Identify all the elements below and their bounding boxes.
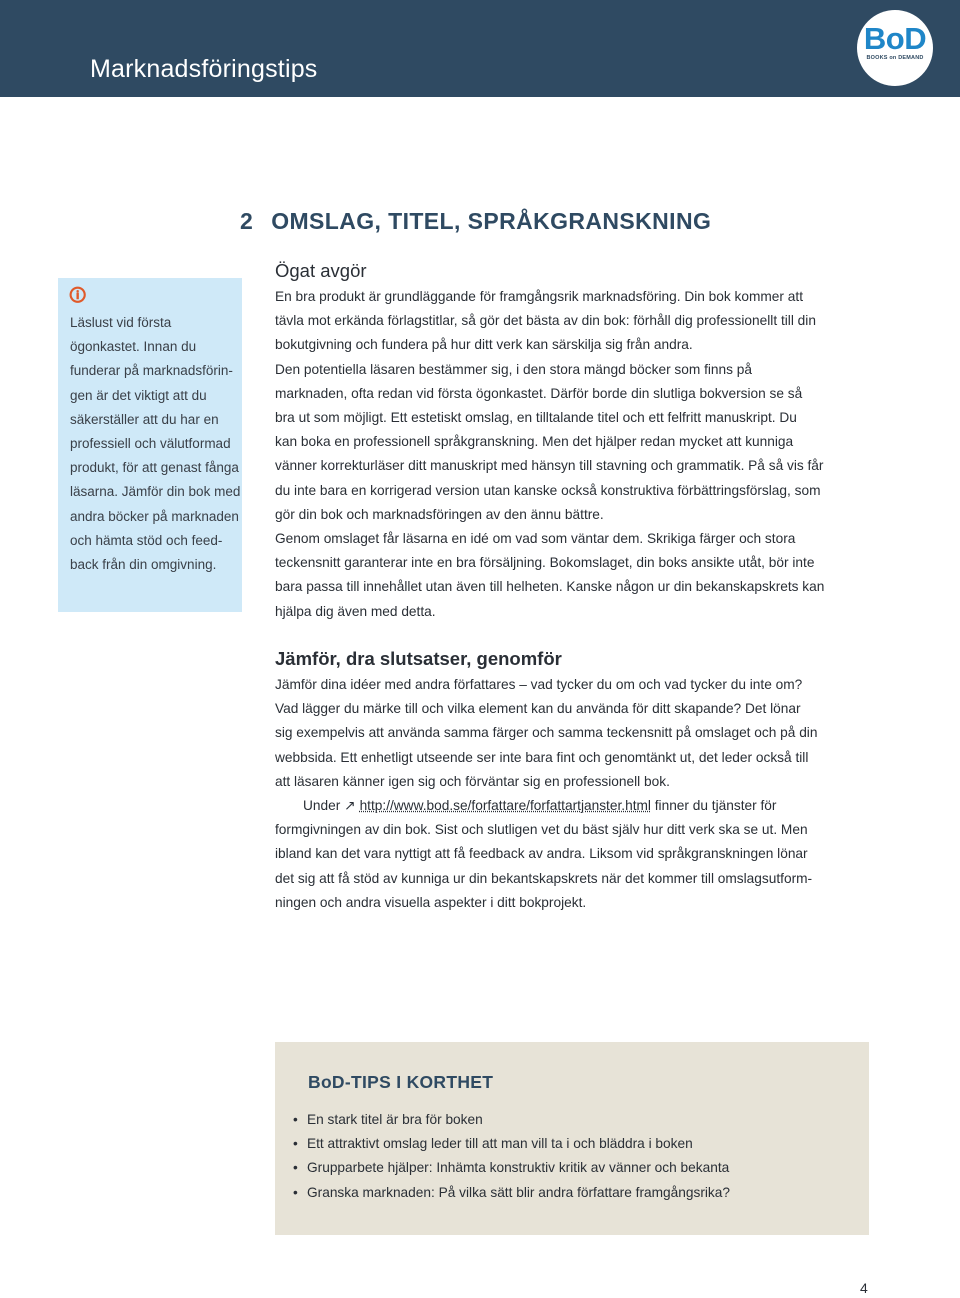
tip-text: Grupparbete hjälper: Inhämta konstruktiv kritik av vänner och bekanta [307,1160,730,1176]
body-line: hjälpa dig även med detta. [275,603,436,619]
body-line: En bra produkt är grundläggande för framgångsrik marknadsföring. Din bok kommer att [275,289,803,304]
bullet-icon: • [293,1136,298,1152]
list-item [293,1156,730,1180]
page-header [0,0,960,97]
sidebar-line: andra böcker på marknaden [70,508,239,524]
bullet-icon: • [293,1112,298,1127]
body-line: det sig att få stöd av kunniga ur din bekantskapskrets när det kommer till omslagsutform- [275,870,813,886]
tip-text: Ett attraktivt omslag leder till att man vill ta i och bläddra i boken [307,1136,693,1152]
bod-services-link[interactable]: http://www.bod.se/forfattare/forfattartjanster.html [359,798,651,814]
sidebar-text [70,311,242,577]
tip-text: En stark titel är bra för boken [307,1112,483,1127]
sidebar-line: produkt, för att genast fånga [70,460,239,476]
link-suffix: finner du tjänster för [650,798,777,814]
body-line: bra ut som möjligt. Ett estetiskt omslag, en tilltalande titel och ett felfritt manuskript. Du [275,410,797,426]
sidebar-line: ögonkastet. Innan du [70,339,197,355]
sidebar-line: professiell och välutformad [70,436,231,452]
section-jamfor [275,646,875,915]
body-line-with-link [275,794,875,818]
sidebar-line: och hämta stöd och feed- [70,532,223,548]
sidebar-line: gen är det viktigt att du [70,387,207,403]
sidebar-line: back från din omgivning. [70,557,217,573]
section-heading: Jämför, dra slutsatser, genomför [275,648,562,669]
page-number: 4 [860,1280,868,1296]
sidebar-line: läsarna. Jämför din bok med [70,484,241,500]
body-line: att läsaren känner igen sig och förväntar sig en professionell bok. [275,773,670,789]
section-body [275,673,875,915]
body-line: bara passa till innehållet utan även till helheten. Kanske någon ur din bekanskapskrets kan [275,579,825,595]
logo-subtext: BOOKS on DEMAND [866,55,924,61]
chapter-number: 2 [240,208,254,234]
chapter-heading [240,205,711,237]
section-body [275,285,875,624]
logo-text: BoD [863,21,927,56]
tips-title: BoD-TIPS I KORTHET [308,1072,494,1092]
body-line: Den potentiella läsaren bestämmer sig, i den stora mängd böcker som finns på [275,361,753,377]
body-line: bokutgivning och fundera på hur ditt verk kan särskilja sig från andra. [275,337,693,353]
sidebar-line: Läslust vid första [70,315,172,330]
body-line: formgivningen av din bok. Sist och slutligen vet du bäst själv hur ditt verk ska se ut. Men [275,822,808,838]
info-icon: 🛈 [69,286,87,305]
section-ogat-avgor [275,258,875,624]
link-prefix: Under [303,798,341,814]
tips-list [293,1108,730,1205]
sidebar-line: funderar på marknadsförin- [70,363,233,379]
body-line: webbsida. Ett enhetligt utseende ser inte bara fint och genomtänkt ut, det leder också till [275,749,809,765]
bullet-icon: • [293,1160,298,1176]
chapter-title: OMSLAG, TITEL, SPRÅKGRANSKNING [271,208,712,234]
body-line: du inte bara en korrigerad version utan kanske också konstruktiva förbättringsförslag, som [275,482,821,498]
body-line: ibland kan det vara nyttigt att få feedback av andra. Liksom vid språkgranskningen lönar [275,846,808,862]
list-item [293,1108,730,1132]
body-line: tävla mot erkända förlagstitlar, så gör det bästa av din bok: förhåll dig professionellt till din [275,313,816,329]
body-line: teckensnitt garanterar inte en bra försäljning. Bokomslaget, din boks ansikte utåt, bör inte [275,555,815,571]
external-link-icon: ↗ [344,798,356,814]
body-line: vänner korrekturläser ditt manuskript med hänsyn till stavning och grammatik. På så vis får [275,458,824,474]
body-line: gör din bok och marknadsföringen av den ännu bättre. [275,506,604,522]
body-line: Genom omslaget får läsarna en idé om vad som väntar dem. Skrikiga färger och stora [275,531,796,547]
bullet-icon: • [293,1184,298,1200]
tips-box [275,1042,869,1235]
body-line: kan boka en professionell språkgranskning. Men det hjälper redan mycket att kunniga [275,434,794,450]
page-title: Marknadsföringstips [90,55,318,83]
sidebar-infobox [58,278,242,612]
body-line: Vad lägger du märke till och vilka element kan du använda för ditt skapande? Det lönar [275,701,801,717]
sidebar-line: säkerställer att du har en [70,411,219,427]
list-item [293,1181,730,1205]
body-line: Jämför dina idéer med andra författares – vad tycker du om och vad tycker du inte om? [275,677,803,692]
tip-text: Granska marknaden: På vilka sätt blir andra författare framgångsrika? [307,1184,730,1200]
body-line: ningen och andra visuella aspekter i ditt bokprojekt. [275,894,587,910]
body-line: sig exempelvis att använda samma färger och samma teckensnitt på omslaget och på din [275,725,818,741]
bod-logo [857,10,933,86]
section-heading: Ögat avgör [275,260,367,281]
body-line: marknaden, ofta redan vid första ögonkastet. Därför borde din slutliga bokversion se så [275,385,803,401]
list-item [293,1132,730,1156]
